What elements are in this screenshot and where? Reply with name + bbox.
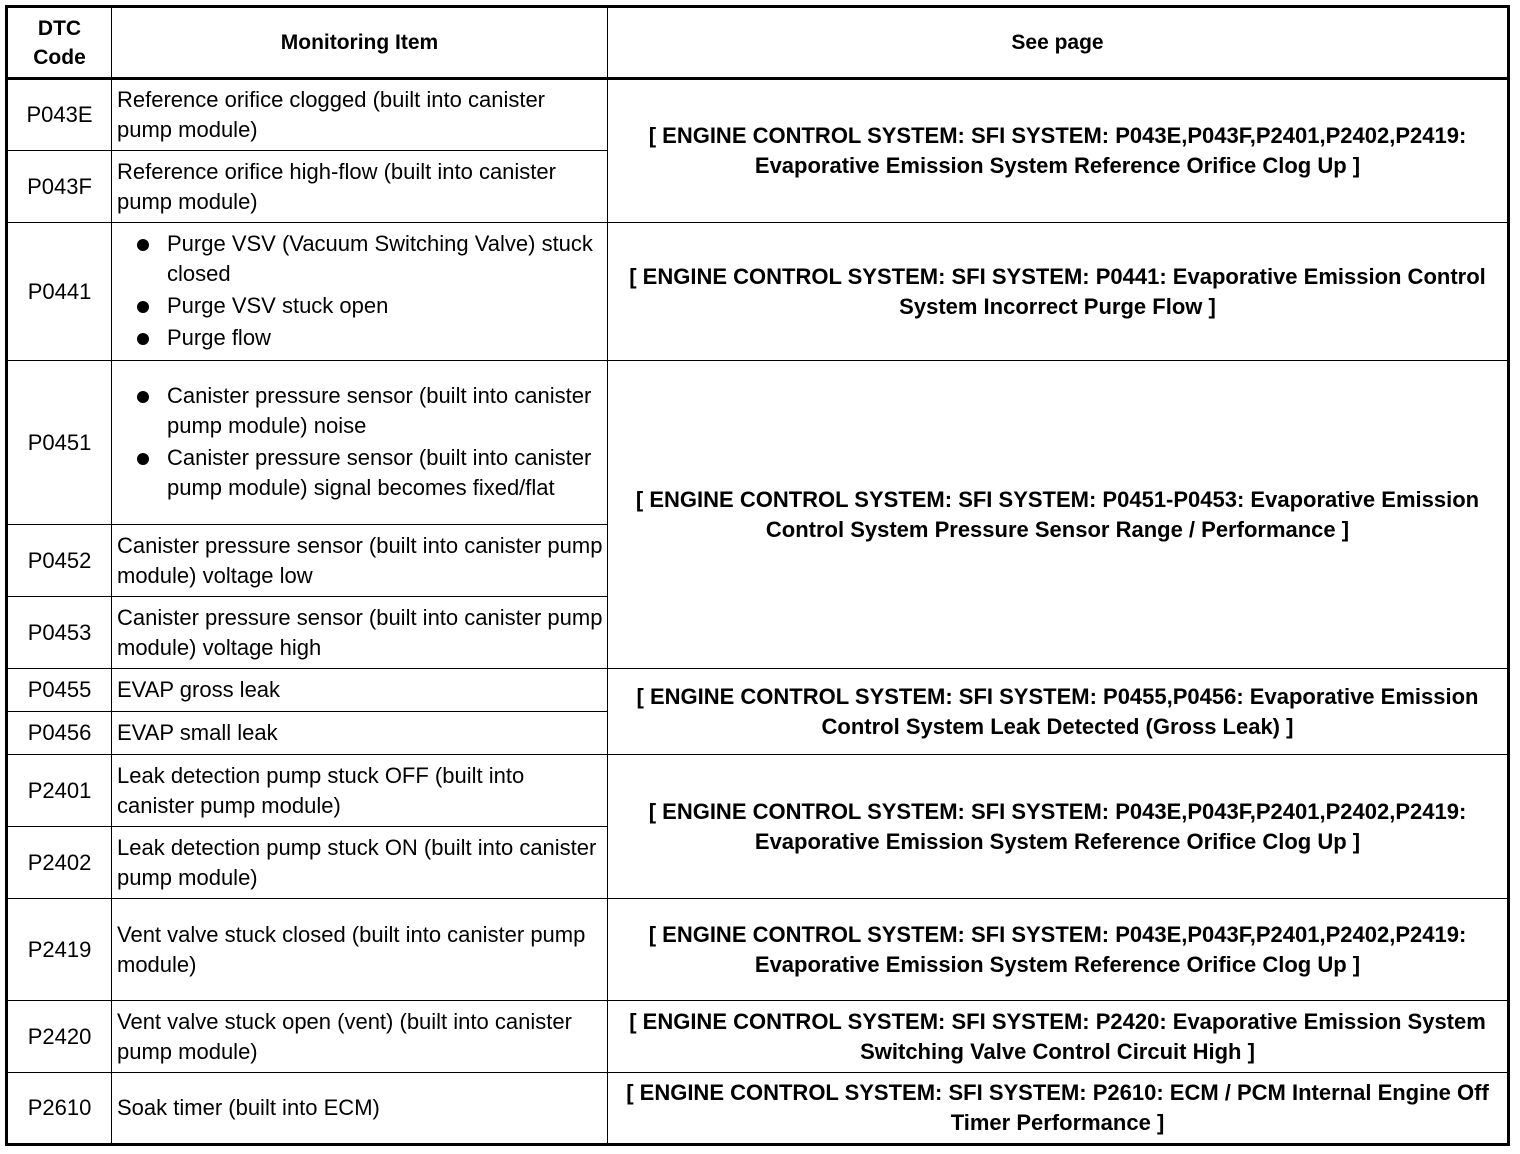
dtc-code-cell: P0441 (7, 223, 112, 361)
see-page-link[interactable]: [ ENGINE CONTROL SYSTEM: SFI SYSTEM: P043E,P043F,P2401,P2402,P2419: Evaporative Emission System Reference Orifice Clog Up ] (608, 755, 1509, 899)
bullet-list (117, 229, 603, 353)
see-page-link[interactable]: [ ENGINE CONTROL SYSTEM: SFI SYSTEM: P0451-P0453: Evaporative Emission Control System Pressure Sensor Range / Performance ] (608, 361, 1509, 669)
see-page-link[interactable]: [ ENGINE CONTROL SYSTEM: SFI SYSTEM: P043E,P043F,P2401,P2402,P2419: Evaporative Emission System Reference Orifice Clog Up ] (608, 79, 1509, 223)
dtc-code-cell: P2401 (7, 755, 112, 827)
dtc-code-cell: P2610 (7, 1073, 112, 1145)
dtc-code-cell: P0453 (7, 597, 112, 669)
bullet-icon (137, 333, 149, 345)
table-row (7, 223, 1509, 361)
table-row (7, 79, 1509, 151)
dtc-code-cell: P043F (7, 151, 112, 223)
dtc-code-cell: P0452 (7, 525, 112, 597)
table-row (7, 1001, 1509, 1073)
table-row (7, 361, 1509, 525)
monitoring-item-cell: Leak detection pump stuck OFF (built into canister pump module) (112, 755, 608, 827)
dtc-code-cell: P0455 (7, 669, 112, 712)
monitoring-item-cell (112, 223, 608, 361)
dtc-table (5, 5, 1510, 1146)
bullet-item: Canister pressure sensor (built into canister pump module) signal becomes fixed/flat (167, 443, 603, 503)
header-see-page: See page (608, 7, 1509, 79)
see-page-link[interactable]: [ ENGINE CONTROL SYSTEM: SFI SYSTEM: P0455,P0456: Evaporative Emission Control System Leak Detected (Gross Leak) ] (608, 669, 1509, 755)
table-row (7, 899, 1509, 1001)
bullet-item: Purge VSV stuck open (167, 291, 603, 321)
see-page-link[interactable]: [ ENGINE CONTROL SYSTEM: SFI SYSTEM: P043E,P043F,P2401,P2402,P2419: Evaporative Emission System Reference Orifice Clog Up ] (608, 899, 1509, 1001)
monitoring-item-cell: Vent valve stuck closed (built into canister pump module) (112, 899, 608, 1001)
see-page-link[interactable]: [ ENGINE CONTROL SYSTEM: SFI SYSTEM: P2420: Evaporative Emission System Switching Valve Control Circuit High ] (608, 1001, 1509, 1073)
bullet-icon (137, 239, 149, 251)
see-page-link[interactable]: [ ENGINE CONTROL SYSTEM: SFI SYSTEM: P0441: Evaporative Emission Control System Incorrect Purge Flow ] (608, 223, 1509, 361)
monitoring-item-cell (112, 361, 608, 525)
table-row (7, 669, 1509, 712)
monitoring-item-cell: Soak timer (built into ECM) (112, 1073, 608, 1145)
monitoring-item-cell: EVAP gross leak (112, 669, 608, 712)
header-monitoring-item: Monitoring Item (112, 7, 608, 79)
dtc-table-container (5, 5, 1510, 1146)
bullet-icon (137, 301, 149, 313)
monitoring-item-cell: Vent valve stuck open (vent) (built into canister pump module) (112, 1001, 608, 1073)
bullet-list (117, 381, 603, 503)
monitoring-item-cell: EVAP small leak (112, 712, 608, 755)
monitoring-item-cell: Canister pressure sensor (built into canister pump module) voltage low (112, 525, 608, 597)
bullet-item: Canister pressure sensor (built into canister pump module) noise (167, 381, 603, 441)
bullet-item: Purge flow (167, 323, 603, 353)
monitoring-item-cell: Reference orifice high-flow (built into canister pump module) (112, 151, 608, 223)
monitoring-item-cell: Leak detection pump stuck ON (built into canister pump module) (112, 827, 608, 899)
monitoring-item-cell: Reference orifice clogged (built into canister pump module) (112, 79, 608, 151)
see-page-link[interactable]: [ ENGINE CONTROL SYSTEM: SFI SYSTEM: P2610: ECM / PCM Internal Engine Off Timer Performance ] (608, 1073, 1509, 1145)
bullet-icon (137, 453, 149, 465)
dtc-code-cell: P2420 (7, 1001, 112, 1073)
monitoring-item-cell: Canister pressure sensor (built into canister pump module) voltage high (112, 597, 608, 669)
table-row (7, 755, 1509, 827)
dtc-code-cell: P0456 (7, 712, 112, 755)
header-row (7, 7, 1509, 79)
bullet-item: Purge VSV (Vacuum Switching Valve) stuck closed (167, 229, 603, 289)
dtc-code-cell: P2402 (7, 827, 112, 899)
bullet-icon (137, 391, 149, 403)
header-dtc-code: DTC Code (7, 7, 112, 79)
dtc-code-cell: P2419 (7, 899, 112, 1001)
dtc-code-cell: P043E (7, 79, 112, 151)
table-row (7, 1073, 1509, 1145)
dtc-code-cell: P0451 (7, 361, 112, 525)
